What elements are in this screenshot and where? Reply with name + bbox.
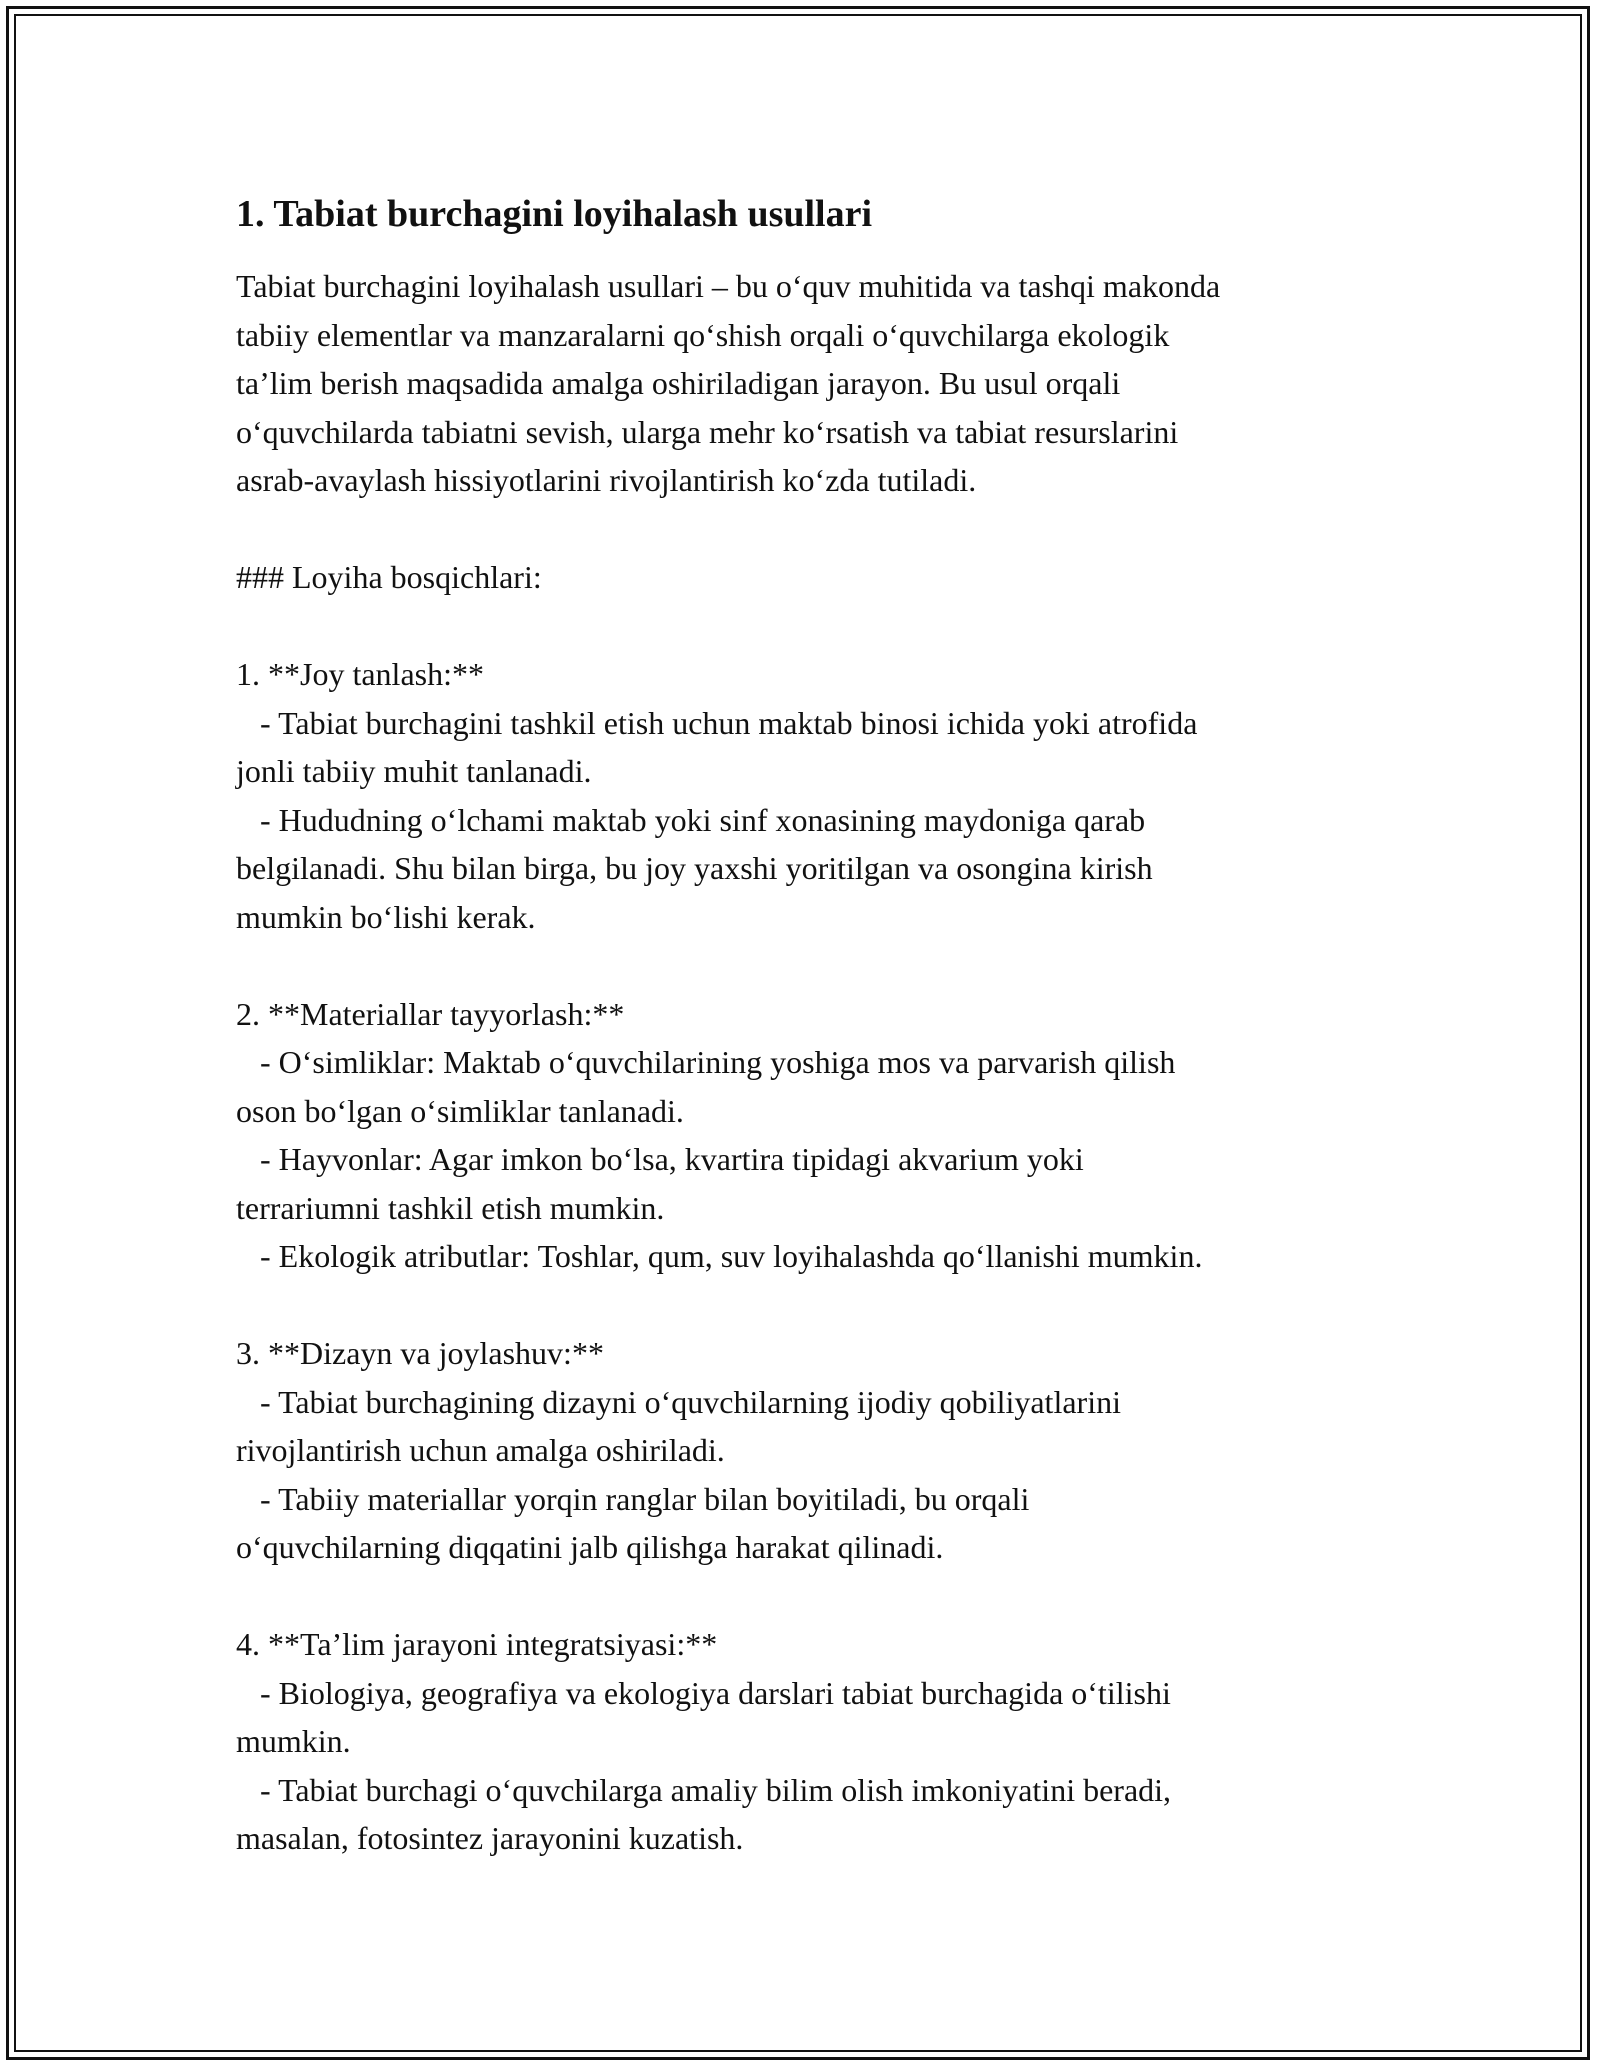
intro-line: oʻquvchilarda tabiatni sevish, ularga mehr koʻrsatish va tabiat resurslarini <box>236 413 1179 450</box>
section-line: - Tabiat burchagini tashkil etish uchun maktab binosi ichida yoki atrofida <box>236 704 1198 741</box>
section-heading: 4. **Ta’lim jarayoni integratsiyasi:** <box>236 1626 718 1662</box>
section-joy-tanlash <box>236 650 1376 941</box>
spacer <box>236 941 1376 990</box>
section-line: - Tabiat burchagi oʻquvchilarga amaliy bilim olish imkoniyatini beradi, <box>236 1771 1172 1808</box>
section-line: rivojlantirish uchun amalga oshiriladi. <box>236 1432 725 1468</box>
section-line: - Hayvonlar: Agar imkon boʻlsa, kvartira tipidagi akvarium yoki <box>236 1141 1084 1177</box>
section-heading: 3. **Dizayn va joylashuv:** <box>236 1335 604 1371</box>
spacer <box>236 602 1376 651</box>
spacer <box>236 1572 1376 1621</box>
section-line: oʻquvchilarning diqqatini jalb qilishga harakat qilinadi. <box>236 1529 944 1565</box>
section-talim-integratsiyasi <box>236 1620 1376 1863</box>
section-line: - Biologiya, geografiya va ekologiya darslari tabiat burchagida oʻtilishi <box>236 1674 1171 1711</box>
section-line: masalan, fotosintez jarayonini kuzatish. <box>236 1820 744 1856</box>
section-line: - Ekologik atributlar: Toshlar, qum, suv loyihalashda qoʻllanishi mumkin. <box>236 1238 1203 1274</box>
section-line: oson boʻlgan oʻsimliklar tanlanadi. <box>236 1092 684 1129</box>
section-line: - Oʻsimliklar: Maktab oʻquvchilarining yoshiga mos va parvarish qilish <box>236 1044 1176 1080</box>
section-heading: 2. **Materiallar tayyorlash:** <box>236 995 625 1032</box>
intro-paragraph <box>236 262 1376 505</box>
spacer <box>236 1281 1376 1330</box>
section-line: jonli tabiiy muhit tanlanadi. <box>236 753 592 789</box>
document-body <box>236 188 1376 1863</box>
section-line: mumkin. <box>236 1723 351 1759</box>
section-line: - Hududning oʻlchami maktab yoki sinf xonasining maydoniga qarab <box>236 801 1146 838</box>
section-line: - Tabiiy materiallar yorqin ranglar bilan boyitiladi, bu orqali <box>236 1480 1030 1517</box>
section-materiallar <box>236 990 1376 1281</box>
section-line: terrariumni tashkil etish mumkin. <box>236 1189 665 1226</box>
section-line: - Tabiat burchagining dizayni oʻquvchilarning ijodiy qobiliyatlarini <box>236 1383 1121 1420</box>
spacer <box>236 505 1376 554</box>
intro-line: asrab-avaylash hissiyotlarini rivojlantirish koʻzda tutiladi. <box>236 462 977 498</box>
section-line: mumkin boʻlishi kerak. <box>236 898 536 935</box>
intro-line: tabiiy elementlar va manzaralarni qoʻshish orqali oʻquvchilarga ekologik <box>236 316 1170 353</box>
section-heading: 1. **Joy tanlash:** <box>236 656 484 692</box>
subheading: ### Loyiha bosqichlari: <box>236 559 542 595</box>
section-dizayn <box>236 1329 1376 1572</box>
section-line: belgilanadi. Shu bilan birga, bu joy yaxshi yoritilgan va osongina kirish <box>236 850 1153 886</box>
document-title: 1. Tabiat burchagini loyihalash usullari <box>236 193 873 235</box>
intro-line: ta’lim berish maqsadida amalga oshiriladigan jarayon. Bu usul orqali <box>236 365 1121 401</box>
intro-line: Tabiat burchagini loyihalash usullari – bu oʻquv muhitida va tashqi makonda <box>236 268 1221 304</box>
